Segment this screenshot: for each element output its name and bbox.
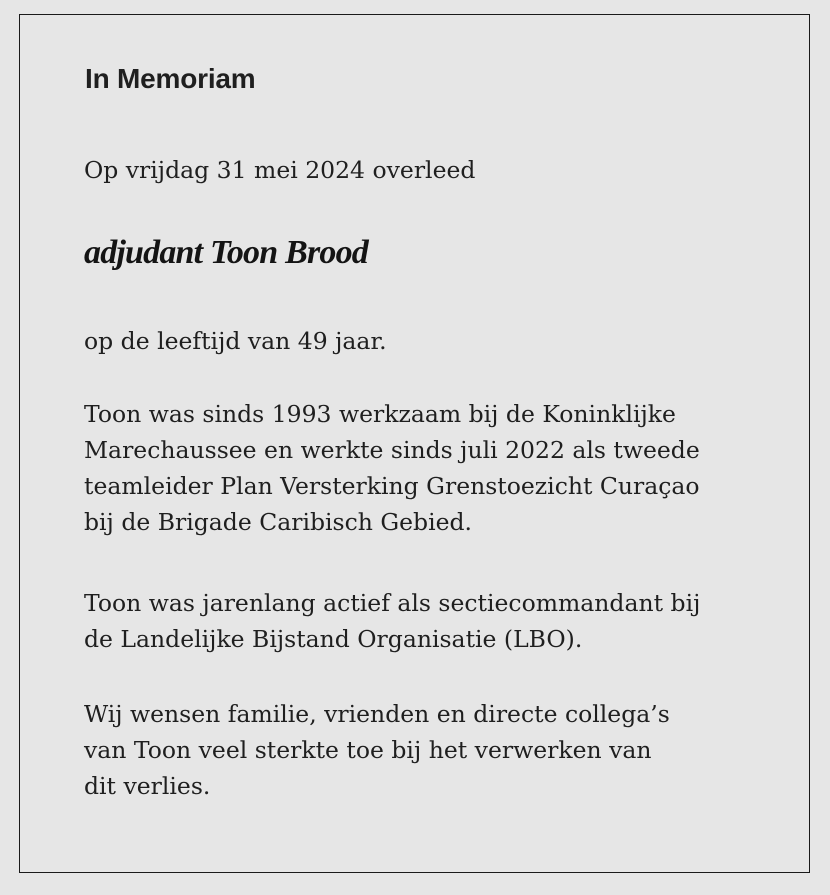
deceased-name: adjudant Toon Brood xyxy=(84,234,368,271)
intro-text: Op vrijdag 31 mei 2024 overleed xyxy=(84,156,476,184)
condolence-line: dit verlies. xyxy=(84,772,211,800)
age-text: op de leeftijd van 49 jaar. xyxy=(84,327,387,355)
career-paragraph xyxy=(84,396,700,540)
condolence-line: van Toon veel sterkte toe bij het verwerken van xyxy=(84,736,652,764)
condolence-paragraph xyxy=(84,696,670,804)
lbo-line: Toon was jarenlang actief als sectiecommandant bij xyxy=(84,589,701,617)
lbo-paragraph xyxy=(84,585,700,657)
career-line: Toon was sinds 1993 werkzaam bij de Koninklijke xyxy=(84,400,676,428)
page-title: In Memoriam xyxy=(85,63,256,94)
career-line: teamleider Plan Versterking Grenstoezicht Curaçao xyxy=(84,472,700,500)
lbo-line: de Landelijke Bijstand Organisatie (LBO). xyxy=(84,625,583,653)
career-line: bij de Brigade Caribisch Gebied. xyxy=(84,508,473,536)
condolence-line: Wij wensen familie, vrienden en directe collega’s xyxy=(84,700,670,728)
career-line: Marechaussee en werkte sinds juli 2022 als tweede xyxy=(84,436,700,464)
memorial-card xyxy=(19,14,810,873)
